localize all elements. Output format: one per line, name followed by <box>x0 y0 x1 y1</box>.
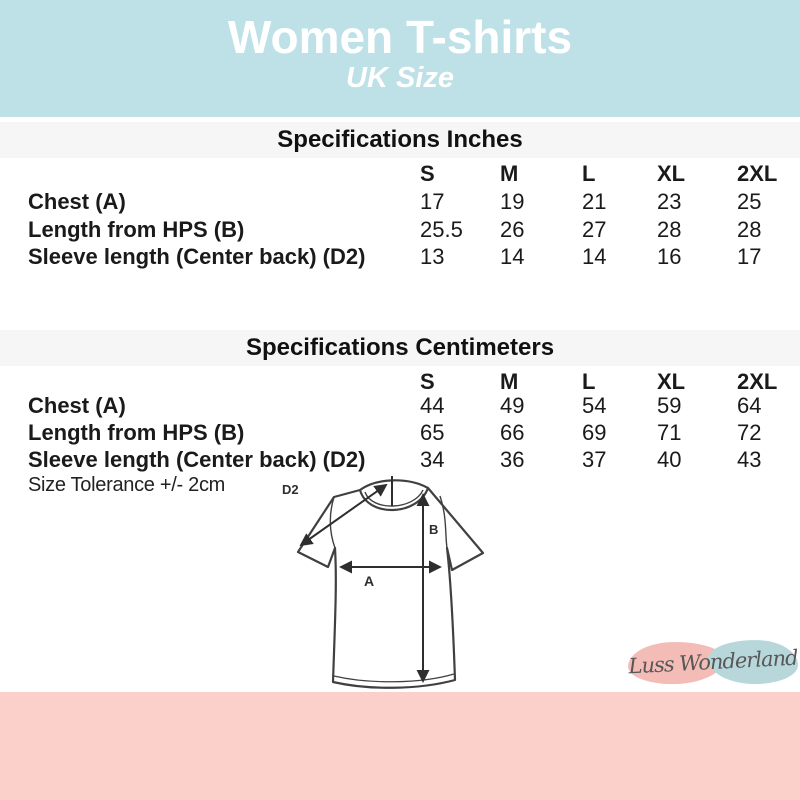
label-d2: D2 <box>282 482 299 497</box>
table-row <box>0 392 800 420</box>
cell: 65 <box>420 420 445 445</box>
cell: 43 <box>737 447 762 472</box>
inches-header-row <box>0 160 800 188</box>
footer-pink-band <box>0 692 800 800</box>
table-row <box>0 243 800 271</box>
cell: 25 <box>737 189 762 214</box>
tshirt-outline <box>298 480 483 687</box>
page-subtitle: UK Size <box>346 61 454 94</box>
tshirt-measurement-diagram <box>268 472 518 692</box>
cell: 27 <box>582 217 607 242</box>
label-b: B <box>429 522 439 537</box>
label-a: A <box>364 573 375 589</box>
cell: 28 <box>737 217 762 242</box>
size-tolerance-note: Size Tolerance +/- 2cm <box>28 474 226 496</box>
cell: 36 <box>500 447 525 472</box>
cell: 21 <box>582 189 607 214</box>
cell: 59 <box>657 393 682 418</box>
col-header-s: S <box>420 161 435 186</box>
col-header-s: S <box>420 369 435 394</box>
cell: 16 <box>657 244 682 269</box>
cell: 13 <box>420 244 445 269</box>
cell: 66 <box>500 420 525 445</box>
cell: 49 <box>500 393 525 418</box>
cell: 19 <box>500 189 525 214</box>
row-label: Length from HPS (B) <box>28 420 245 445</box>
cell: 71 <box>657 420 682 445</box>
col-header-xl: XL <box>657 161 686 186</box>
page-title: Women T-shirts <box>227 11 573 63</box>
cell: 25.5 <box>420 217 463 242</box>
col-header-m: M <box>500 369 519 394</box>
row-label: Sleeve length (Center back) (D2) <box>28 244 366 269</box>
table-row <box>0 446 800 474</box>
row-label: Chest (A) <box>28 393 126 418</box>
brand-logo <box>626 634 800 690</box>
cell: 28 <box>657 217 682 242</box>
row-label: Sleeve length (Center back) (D2) <box>28 447 366 472</box>
cell: 17 <box>420 189 445 214</box>
cell: 34 <box>420 447 445 472</box>
col-header-l: L <box>582 369 596 394</box>
cell: 17 <box>737 244 762 269</box>
cell: 37 <box>582 447 607 472</box>
cell: 14 <box>500 244 525 269</box>
tshirt-diagram-svg <box>268 472 518 692</box>
cell: 72 <box>737 420 762 445</box>
cell: 44 <box>420 393 445 418</box>
cell: 14 <box>582 244 607 269</box>
centimeters-table-title: Specifications Centimeters <box>0 330 800 366</box>
col-header-l: L <box>582 161 596 186</box>
row-label: Length from HPS (B) <box>28 217 245 242</box>
inches-table-title: Specifications Inches <box>0 122 800 158</box>
row-label: Chest (A) <box>28 189 126 214</box>
table-row <box>0 419 800 447</box>
cell: 64 <box>737 393 762 418</box>
cell: 40 <box>657 447 682 472</box>
col-header-m: M <box>500 161 519 186</box>
cell: 69 <box>582 420 607 445</box>
table-row <box>0 216 800 244</box>
col-header-xl: XL <box>657 369 686 394</box>
col-header-2xl: 2XL <box>737 161 778 186</box>
header-banner <box>0 0 800 117</box>
logo-text: Luss Wonderland <box>627 645 799 679</box>
cell: 23 <box>657 189 682 214</box>
cell: 26 <box>500 217 525 242</box>
cell: 54 <box>582 393 607 418</box>
table-row <box>0 188 800 216</box>
col-header-2xl: 2XL <box>737 369 778 394</box>
